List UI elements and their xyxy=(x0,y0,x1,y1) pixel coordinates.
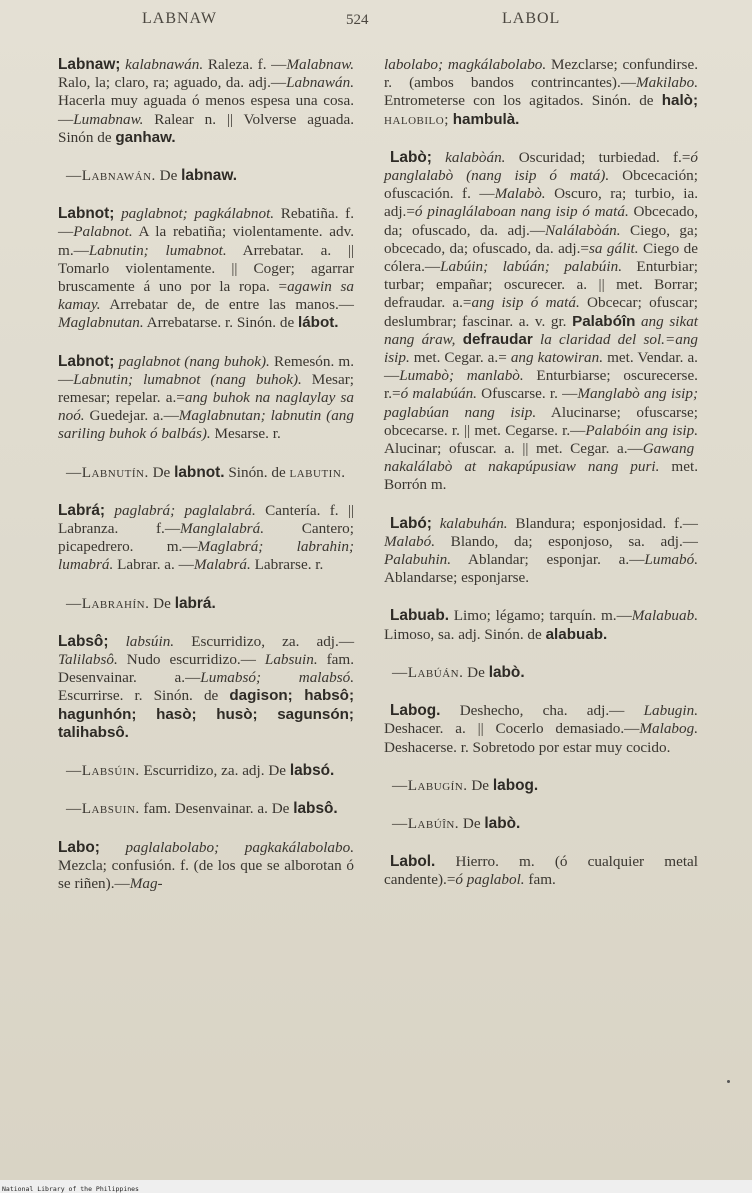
entry-text: Blandura; esponjosidad. f.— xyxy=(507,514,698,532)
derived-headword: —Labnawán. xyxy=(66,167,156,185)
headword: Labuab. xyxy=(390,607,449,625)
tagalog-form: Palabóin ang isip. xyxy=(585,421,698,439)
tagalog-form: paglabrá; paglalabrá. xyxy=(114,501,256,519)
tagalog-form: Gawang nakalálabò at nakapúpusiaw nang puri. xyxy=(384,440,695,476)
entry-text: met. Cegar. a.= xyxy=(409,349,511,367)
tagalog-form: Lumabnaw. xyxy=(73,110,144,128)
derived-headword: —Labúán. xyxy=(392,663,464,681)
entry-labsuin-2 xyxy=(58,800,354,818)
entry-text: Entrometerse con los agitados. Sinón. de xyxy=(384,92,662,110)
entry-text: Guedejar. a.— xyxy=(84,407,179,425)
entry-text: Mezclarse; confundirse. r. (ambos bandos contrincantes).— xyxy=(384,56,698,92)
entry-text xyxy=(100,839,126,856)
entry-text: Obcecar; ofuscar; deslumbrar; fascinar. a. v. gr. xyxy=(384,294,698,330)
tagalog-form: ó paglabol. xyxy=(455,871,525,889)
running-head-right: LABOL xyxy=(502,10,561,27)
derived-headword: —Labsúin. xyxy=(66,762,140,780)
entry-text: De xyxy=(463,663,489,681)
tagalog-form: Labnutin; lumabnot (nang buhok). xyxy=(73,370,302,388)
entry-text: Escurrirse. r. Sinón. de xyxy=(58,687,230,705)
entry-text: Oscuro, ra; turbio, ia. adj.= xyxy=(384,185,698,221)
bold-example: Palabóîn xyxy=(572,312,636,330)
running-head xyxy=(0,10,752,34)
running-head-left: LABNAW xyxy=(142,10,217,27)
tagalog-form: Labúin; labúán; palabúin. xyxy=(440,258,623,276)
entry-labnutin xyxy=(58,464,354,482)
entry-text: Sinón. de xyxy=(224,463,290,481)
entry-text: Blando, da; esponjoso, sa. adj.— xyxy=(435,532,698,550)
entry-text: Limo; légamo; tarquín. m.— xyxy=(449,607,632,625)
entry-text: Alucinar; ofuscar. a. || met. Cegar. a.— xyxy=(384,440,643,458)
synonym: ganhaw. xyxy=(115,128,176,146)
headword: Labò; xyxy=(390,148,432,166)
entry-text: Ralo, la; claro, ra; aguado, da. adj.— xyxy=(58,74,287,92)
tagalog-form: Maglabrá; labrahin; lumabrá. xyxy=(58,538,354,574)
derived-headword: —Labnutín. xyxy=(66,463,149,481)
entry-text: De xyxy=(155,167,182,185)
entry-text: Raleza. f. — xyxy=(203,56,287,73)
tagalog-form: Malabrá. xyxy=(193,556,251,574)
entry-text: De xyxy=(148,463,175,481)
entry-text xyxy=(533,331,540,348)
entry-labuan xyxy=(384,664,698,682)
entry-text: Deshecho, cha. adj.— xyxy=(440,702,644,720)
entry-text: fam. xyxy=(524,871,556,889)
entry-text: Rebatiña. f.— xyxy=(58,205,354,241)
entry-labo-continued xyxy=(384,56,698,129)
entry-text: A la rebatiña; violentamente. adv. m.— xyxy=(58,223,354,259)
tagalog-form: paglabnot (nang buhok). xyxy=(118,352,270,370)
tagalog-form: Manglabò ang isip; paglabúan nang isip. xyxy=(384,385,698,421)
library-credit: National Library of the Philippines xyxy=(2,1185,139,1193)
entry-text: Deshacerse. r. Sobretodo por estar muy cocido. xyxy=(384,738,671,756)
entry-text: Deshacer. a. || Cocerlo demasiado.— xyxy=(384,720,640,738)
crossref-smallcaps: halobilo; xyxy=(384,110,449,128)
tagalog-form: la claridad del sol.=ang isip. xyxy=(384,330,699,367)
crossref-word: labò. xyxy=(484,814,521,832)
tagalog-form: kalabòán. xyxy=(445,148,506,166)
crossref-word: labog. xyxy=(492,776,539,794)
entry-text: Cantería. f. || Labranza. f.— xyxy=(58,501,354,538)
entry-labugin xyxy=(384,777,698,795)
headword: Labog. xyxy=(390,702,441,720)
entry-text: Mesar; remesar; repelar. a.= xyxy=(58,370,354,407)
tagalog-form: ó panglalabò (nang isip ó matá). xyxy=(384,148,698,185)
tagalog-form: ó malabúán. xyxy=(400,385,477,403)
right-column xyxy=(384,56,698,910)
entry-text: Labrar. a. — xyxy=(113,556,194,574)
entry-labrahin xyxy=(58,595,354,613)
entry-labo-2 xyxy=(384,149,698,495)
crossref-word: labsô. xyxy=(293,800,338,818)
tagalog-form: Labnutin; lumabnot. xyxy=(88,241,227,259)
entry-labnot-1 xyxy=(58,205,354,332)
entry-text: De xyxy=(149,594,175,612)
entry-text: Enturbiar; turbar; empañar; oscurecer. a. || met. Borrar; defraudar. a.= xyxy=(384,258,698,312)
entry-text: Remesón. m.— xyxy=(58,352,355,388)
tagalog-form: agawin sa kamay. xyxy=(58,278,354,314)
headword: Labnaw; xyxy=(58,56,121,73)
tagalog-form: Nalálabòán. xyxy=(545,221,621,239)
entry-labol xyxy=(384,853,698,889)
tagalog-form: Palabuhin. xyxy=(384,551,452,569)
entry-text: Ofuscarse. r. — xyxy=(476,385,578,403)
tagalog-form: ang isip ó matá. xyxy=(471,294,580,312)
synonym: dagison; habsô; hagunhón; hasò; husò; sagunsón; talihabsô. xyxy=(58,687,354,741)
entry-text: Hacerla muy aguada ó menos espesa una cosa.— xyxy=(58,92,354,128)
crossref-word: labò. xyxy=(488,663,525,681)
tagalog-form: Lumabó. xyxy=(644,551,698,569)
entry-text: Escurridizo, za. adj. De xyxy=(139,762,290,780)
tagalog-form: Malabnaw. xyxy=(286,56,354,73)
entry-text: Ciego de cólera.— xyxy=(384,239,698,276)
crossref-word: labsó. xyxy=(289,762,335,780)
tagalog-form: Maglabnutan; labnutin (ang sariling buhok ó balbás). xyxy=(58,407,354,443)
entry-text: Ablandarse; esponjarse. xyxy=(384,569,530,587)
entry-text: Mezcla; confusión. f. (de los que se alborotan ó se riñen).— xyxy=(58,856,354,892)
crossref-word: labnot. xyxy=(174,463,225,481)
tagalog-form: Labugin. xyxy=(643,702,698,720)
tagalog-form: Malabog. xyxy=(639,720,698,738)
entry-text: Alucinarse; ofuscarse; obcecarse. r. || met. Cegarse. r.— xyxy=(384,403,698,439)
tagalog-form: Mag- xyxy=(129,874,163,892)
entry-labo-3 xyxy=(384,515,698,588)
entry-text: Limoso, sa. adj. Sinón. de xyxy=(384,625,546,643)
entry-labsuin-1 xyxy=(58,762,354,780)
headword: Labó; xyxy=(390,514,432,532)
entry-text xyxy=(432,515,440,532)
tagalog-form: Lumabò; manlabò. xyxy=(399,367,524,385)
entry-text: fam. Desenvainar. a.— xyxy=(58,651,354,687)
synonym: lábot. xyxy=(298,314,339,332)
entry-text xyxy=(105,502,114,519)
entry-labnot-2 xyxy=(58,353,354,444)
derived-headword: —Labúîn. xyxy=(392,814,460,832)
entry-labra xyxy=(58,502,354,575)
tagalog-form: Malabuab. xyxy=(631,607,698,625)
entry-text xyxy=(108,633,125,650)
headword: Labsô; xyxy=(58,632,109,650)
left-column xyxy=(58,56,354,913)
tagalog-form: Manglalabrá. xyxy=(180,520,264,538)
entry-text: De xyxy=(467,776,493,794)
entry-text: Hierro. m. (ó cualquier metal candente).= xyxy=(384,853,698,889)
headword: Labol. xyxy=(390,853,436,871)
bold-example: defraudar xyxy=(462,330,533,348)
entry-text: met. Vendar. a.— xyxy=(384,349,698,385)
entry-labuin xyxy=(384,815,698,833)
tagalog-form: paglalabolabo; pagkakálabolabo. xyxy=(125,838,355,856)
tagalog-form: Maglabnutan. xyxy=(58,314,144,332)
entry-text: Labrarse. r. xyxy=(250,556,324,574)
tagalog-form: ang sikat nang áraw, xyxy=(384,312,699,348)
entry-text: Arrebatar. a. || Tomarlo violentamente. || Coger; agarrar bruscamente á uno por la ropa. = xyxy=(58,241,354,296)
entry-text: Oscuridad; turbiedad. f.= xyxy=(505,148,691,166)
entry-labuab xyxy=(384,607,698,643)
entry-text: Obcecado, da; ofuscado, da. adj.— xyxy=(384,203,698,239)
entry-text: Ciego, ga; obcecado, da; ofuscado, da. adj.= xyxy=(384,221,698,257)
tagalog-form: Makilabo. xyxy=(635,74,698,92)
entry-text: Ablandar; esponjar. a.— xyxy=(451,551,645,569)
entry-text: fam. Desenvainar. a. De xyxy=(139,800,294,818)
tagalog-form: Malabó. xyxy=(384,532,436,550)
derived-headword: —Labsuin. xyxy=(66,800,140,818)
derived-headword: —Labugín. xyxy=(392,776,468,794)
entry-text: Cantero; picapedrero. m.— xyxy=(58,520,354,556)
entry-text xyxy=(432,149,445,166)
synonym: alabuab. xyxy=(545,625,608,643)
tagalog-form: kalabuhán. xyxy=(439,514,508,532)
page-number: 524 xyxy=(346,12,369,28)
tagalog-form: sa gálit. xyxy=(589,239,639,257)
tagalog-form: ó pinaglálaboan nang isip ó matá. xyxy=(414,203,629,221)
tagalog-form: Labnawán. xyxy=(286,74,354,92)
crossref-word: labrá. xyxy=(174,594,216,612)
entry-text: Mesarse. r. xyxy=(210,425,281,443)
headword: Labnot; xyxy=(58,205,115,223)
entry-labnawan xyxy=(58,167,354,185)
derived-headword: —Labrahín. xyxy=(66,594,150,612)
entry-text: met. Borrón m. xyxy=(384,458,698,494)
tagalog-form: paglabnot; pagkálabnot. xyxy=(121,205,275,223)
entry-text: Arrebatarse. r. Sinón. de xyxy=(143,314,299,332)
entry-text: Ralear n. || Volverse aguada. Sinón de xyxy=(58,110,354,146)
tagalog-form: kalabnawán. xyxy=(125,56,204,73)
entry-text: Enturbiarse; oscurecerse. r.= xyxy=(384,367,698,403)
crossref-word: labnaw. xyxy=(181,167,238,185)
entry-text xyxy=(455,331,462,348)
entry-labo-1 xyxy=(58,839,354,894)
tagalog-form: Malabò. xyxy=(494,185,546,203)
entry-labog xyxy=(384,702,698,757)
headword: Labrá; xyxy=(58,501,106,519)
tagalog-form: ang katowiran. xyxy=(510,349,604,367)
tagalog-form: Lumabsó; malabsó. xyxy=(200,669,354,687)
synonym: hambulà. xyxy=(452,110,520,128)
entry-labnaw xyxy=(58,56,354,147)
entry-labso xyxy=(58,633,354,742)
margin-mark xyxy=(727,1080,730,1083)
tagalog-form: Labsuin. xyxy=(264,651,318,669)
entry-text: Escurridizo, za. adj.— xyxy=(174,632,355,650)
tagalog-form: ang buhok na naglaylay sa noó. xyxy=(58,389,354,425)
synonym: halò; xyxy=(661,92,698,110)
tagalog-form: labolabo; magkálabolabo. xyxy=(384,56,547,73)
entry-text: De xyxy=(459,814,485,832)
tagalog-form: Palabnot. xyxy=(73,223,133,241)
tagalog-form: labsúin. xyxy=(125,632,175,650)
entry-text: Obcecación; ofuscación. f. — xyxy=(384,167,698,203)
tagalog-form: Talilabsô. xyxy=(58,651,118,669)
crossref-smallcaps: labutin. xyxy=(289,463,346,481)
entry-text: Nudo escurridizo.— xyxy=(117,651,265,669)
headword: Labo; xyxy=(58,838,100,856)
headword: Labnot; xyxy=(58,352,115,370)
entry-text: Arrebatar de, de entre las manos.— xyxy=(100,296,354,314)
